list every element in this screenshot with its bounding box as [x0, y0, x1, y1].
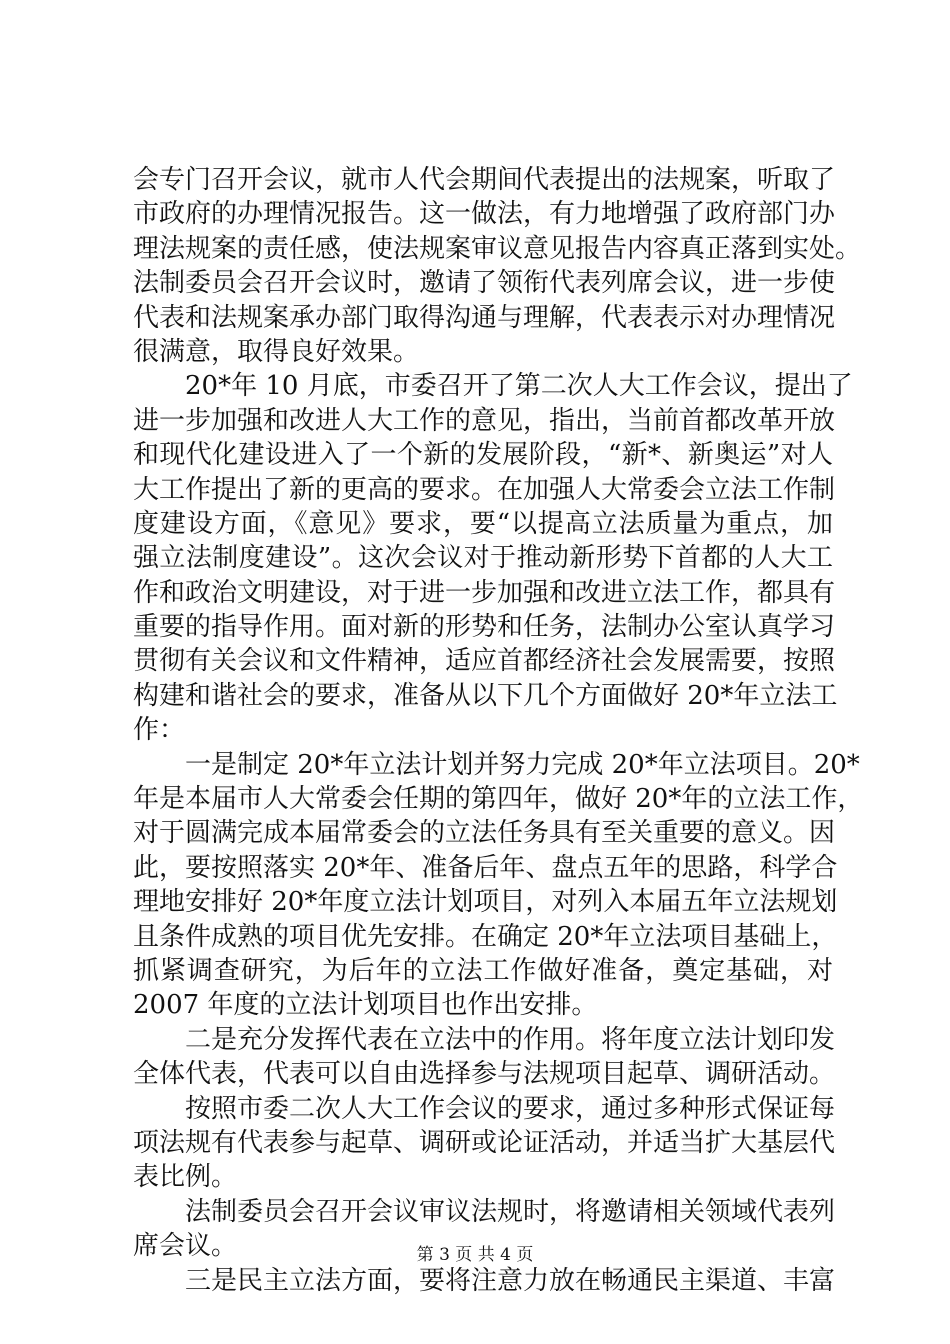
text-line: 度建设方面，《意见》要求，要“以提高立法质量为重点，加	[133, 508, 833, 539]
text-line: 抓紧调查研究，为后年的立法工作做好准备，奠定基础，对	[133, 955, 833, 986]
text-line: 全体代表，代表可以自由选择参与法规项目起草、调研活动。	[133, 1059, 836, 1090]
text-line: 项法规有代表参与起草、调研或论证活动，并适当扩大基层代	[133, 1127, 836, 1158]
text-line: 强立法制度建设”。这次会议对于推动新形势下首都的人大工	[133, 543, 833, 574]
paragraph-start-line: 法制委员会召开会议审议法规时，将邀请相关领域代表列	[185, 1196, 836, 1227]
paragraph-start-line: 二是充分发挥代表在立法中的作用。将年度立法计划印发	[185, 1024, 836, 1055]
text-line: 很满意，取得良好效果。	[133, 336, 420, 367]
paragraph-start-line: 20*年 10 月底，市委召开了第二次人大工作会议，提出了	[185, 371, 853, 402]
document-body	[133, 163, 864, 1298]
paragraph-start-line: 三是民主立法方面，要将注意力放在畅通民主渠道、丰富	[185, 1265, 836, 1296]
text-line: 市政府的办理情况报告。这一做法，有力地增强了政府部门办	[133, 199, 836, 230]
text-line: 2007 年度的立法计划项目也作出安排。	[133, 990, 598, 1021]
text-line: 表比例。	[133, 1162, 238, 1193]
text-line: 此，要按照落实 20*年、准备后年、盘点五年的思路，科学合	[133, 852, 838, 883]
text-line: 和现代化建设进入了一个新的发展阶段，“新*、新奥运”对人	[133, 440, 833, 471]
text-line: 席会议。	[133, 1231, 238, 1262]
text-line: 代表和法规案承办部门取得沟通与理解，代表表示对办理情况	[133, 302, 836, 333]
text-line: 贯彻有关会议和文件精神，适应首都经济社会发展需要，按照	[133, 646, 836, 677]
text-line: 进一步加强和改进人大工作的意见，指出，当前首都改革开放	[133, 405, 836, 436]
text-line: 对于圆满完成本届常委会的立法任务具有至关重要的意义。因	[133, 818, 836, 849]
text-line: 理地安排好 20*年度立法计划项目，对列入本届五年立法规划	[133, 887, 838, 918]
text-line: 年是本届市人大常委会任期的第四年，做好 20*年的立法工作，	[133, 784, 864, 815]
paragraph-start-line: 按照市委二次人大工作会议的要求，通过多种形式保证每	[185, 1093, 836, 1124]
text-line: 作：	[133, 715, 186, 746]
text-line: 重要的指导作用。面对新的形势和任务，法制办公室认真学习	[133, 612, 836, 643]
text-line: 且条件成熟的项目优先安排。在确定 20*年立法项目基础上，	[133, 921, 838, 952]
text-line: 大工作提出了新的更高的要求。在加强人大常委会立法工作制	[133, 474, 836, 505]
page-number-footer: 第 3 页 共 4 页	[416, 1245, 534, 1265]
paragraph-start-line: 一是制定 20*年立法计划并努力完成 20*年立法项目。20*	[185, 749, 860, 780]
text-line: 法制委员会召开会议时，邀请了领衔代表列席会议，进一步使	[133, 268, 836, 299]
text-line: 构建和谐社会的要求，准备从以下几个方面做好 20*年立法工	[133, 680, 838, 711]
text-line: 理法规案的责任感，使法规案审议意见报告内容真正落到实处。	[133, 233, 862, 264]
text-line: 会专门召开会议，就市人代会期间代表提出的法规案，听取了	[133, 165, 836, 195]
text-line: 作和政治文明建设，对于进一步加强和改进立法工作，都具有	[133, 577, 836, 608]
